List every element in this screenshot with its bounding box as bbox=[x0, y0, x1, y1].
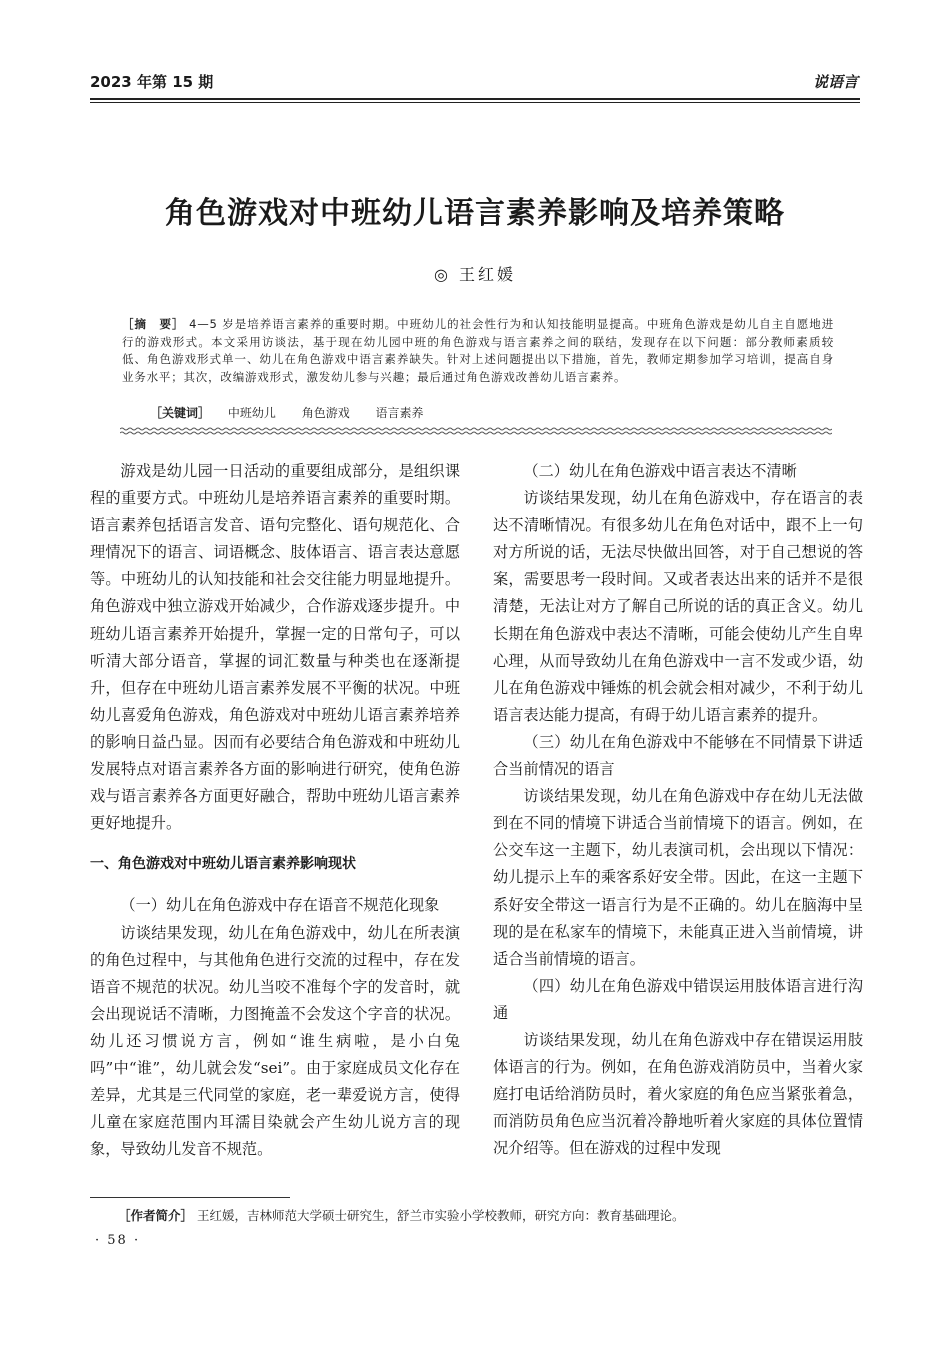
journal-issue: 2023 年第 15 期 bbox=[90, 73, 214, 91]
abstract-label: ［摘 要］ bbox=[122, 317, 185, 331]
header-rule bbox=[90, 98, 860, 100]
body-paragraph: 访谈结果发现，幼儿在角色游戏中存在错误运用肢体语言的行为。例如，在角色游戏消防员中，当着火家庭打电话给消防员时，着火家庭的角色应当紧张着急，而消防员角色应当沉着冷静地听着火家庭的具体位置情况介绍等。但在游戏的过程中发现 bbox=[493, 1030, 863, 1158]
footnote-label: ［作者简介］ bbox=[118, 1208, 194, 1223]
keywords-label: ［关键词］ bbox=[150, 406, 211, 420]
subsection-heading: （一）幼儿在角色游戏中存在语音不规范化现象 bbox=[120, 896, 440, 915]
section-heading: 一、角色游戏对中班幼儿语言素养影响现状 bbox=[90, 856, 356, 873]
abstract-text: 4—5 岁是培养语言素养的重要时期。中班幼儿的社会性行为和认知技能明显提高。中班角色游戏是幼儿自主自愿地进行的游戏形式。本文采用访谈法，基于现在幼儿园中班的角色游戏与语言素养之间的联结，发现存在以下问题：部分教师素质较低、角色游戏形式单一、幼儿在角色游戏中语言素养缺失。针对上述问题提出以下措施，首先，教师定期参加学习培训，提高自身业务水平；其次，改编游戏形式，激发幼儿参与兴趣；最后通过角色游戏改善幼儿语言素养。 bbox=[122, 317, 835, 384]
wavy-divider bbox=[120, 425, 832, 437]
footnote-rule bbox=[90, 1197, 290, 1198]
article-title: 角色游戏对中班幼儿语言素养影响及培养策略 bbox=[165, 196, 785, 231]
page-number: · 58 · bbox=[95, 1233, 141, 1248]
author: ◎ 王红媛 bbox=[433, 265, 517, 284]
header-rule-thin bbox=[90, 102, 860, 103]
keyword: 角色游戏 bbox=[301, 406, 350, 420]
right-column bbox=[493, 458, 863, 1162]
left-column bbox=[90, 458, 460, 1163]
subsection-heading: （二）幼儿在角色游戏中语言表达不清晰 bbox=[523, 462, 797, 480]
subsection-heading: （四）幼儿在角色游戏中错误运用肢体语言进行沟通 bbox=[493, 976, 863, 1022]
body-paragraph: 访谈结果发现，幼儿在角色游戏中，幼儿在所表演的角色过程中，与其他角色进行交流的过程中，存在发语音不规范的状况。幼儿当咬不准每个字的发音时，就会出现说话不清晰，力图掩盖不会发这个字音的状况。幼儿还习惯说方言，例如“谁生病啦，是小白兔吗”中“谁”，幼儿就会发“sei”。由于家庭成员文化存在差异，尤其是三代同堂的家庭，老一辈爱说方言，使得儿童在家庭范围内耳濡目染就会产生幼儿说方言的现象，导致幼儿发音不规范。 bbox=[90, 923, 460, 1159]
author-bio-footnote bbox=[118, 1206, 685, 1224]
body-paragraph: 游戏是幼儿园一日活动的重要组成部分，是组织课程的重要方式。中班幼儿是培养语言素养的重要时期。语言素养包括语言发音、语句完整化、语句规范化、合理情况下的语言、词语概念、肢体语言、语言表达意愿等。中班幼儿的认知技能和社会交往能力明显地提升。角色游戏中独立游戏开始减少，合作游戏逐步提升。中班幼儿语言素养开始提升，掌握一定的日常句子，可以听清大部分语音，掌握的词汇数量与种类也在逐渐提升，但存在中班幼儿语言素养发展不平衡的状况。中班幼儿喜爱角色游戏，角色游戏对中班幼儿语言素养培养的影响日益凸显。因而有必要结合角色游戏和中班幼儿发展特点对语言素养各方面的影响进行研究，使角色游戏与语言素养各方面更好融合，帮助中班幼儿语言素养更好地提升。 bbox=[90, 462, 460, 833]
body-paragraph: 访谈结果发现，幼儿在角色游戏中存在幼儿无法做到在不同的情境下讲适合当前情境下的语言。例如，在公交车这一主题下，幼儿表演司机，会出现以下情况：幼儿提示上车的乘客系好安全带。因此，在这一主题下系好安全带这一语言行为是不正确的。幼儿在脑海中呈现的是在私家车的情境下，未能真正进入当前情境，讲适合当前情境的语言。 bbox=[493, 787, 863, 968]
footnote-text: 王红媛，吉林师范大学硕士研究生，舒兰市实验小学校教师，研究方向：教育基础理论。 bbox=[197, 1208, 685, 1223]
body-paragraph: 访谈结果发现，幼儿在角色游戏中，存在语言的表达不清晰情况。有很多幼儿在角色对话中，跟不上一句对方所说的话，无法尽快做出回答，对于自己想说的答案，需要思考一段时间。又或者表达出来的话并不是很清楚，无法让对方了解自己所说的话的真正含义。幼儿长期在角色游戏中表达不清晰，可能会使幼儿产生自卑心理，从而导致幼儿在角色游戏中一言不发或少语，幼儿在角色游戏中锤炼的机会就会相对减少，不利于幼儿语言表达能力提高，有碍于幼儿语言素养的提升。 bbox=[493, 489, 863, 724]
column-name: 说语言 bbox=[812, 73, 858, 91]
keyword: 语言素养 bbox=[375, 406, 424, 420]
keywords bbox=[150, 404, 446, 421]
subsection-heading: （三）幼儿在角色游戏中不能够在不同情景下讲适合当前情况的语言 bbox=[493, 732, 863, 779]
abstract bbox=[122, 316, 834, 386]
keyword: 中班幼儿 bbox=[227, 406, 276, 420]
